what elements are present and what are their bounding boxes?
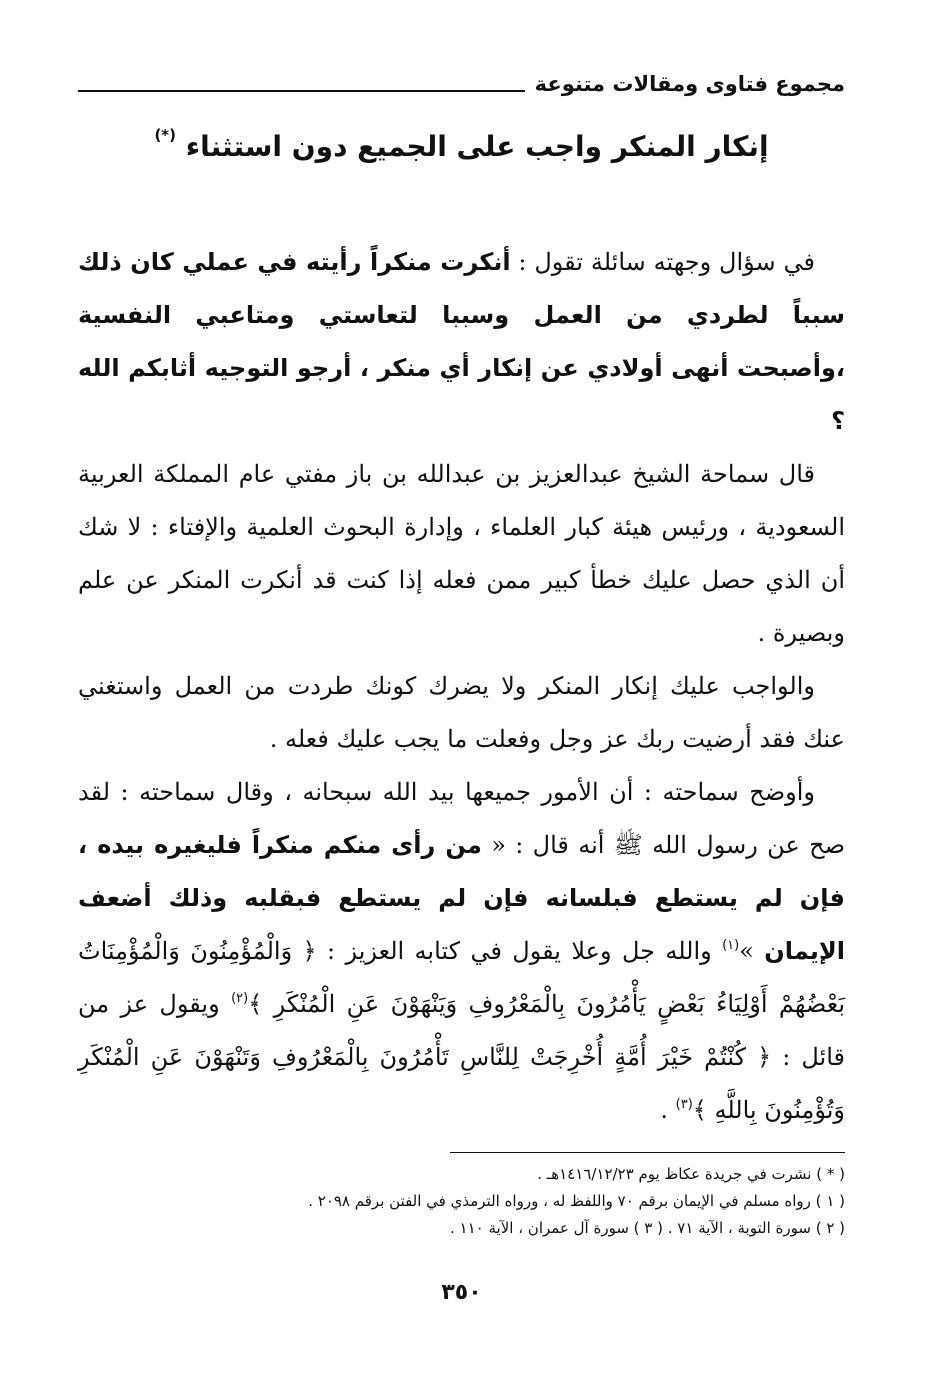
hadith-text: من رأى منكم منكراً فليغيره بيده ، فإن لم يستطع فبلسانه فإن لم يستطع فبقلبه وذلك أضعف الإيمان [78,831,845,965]
article-body [78,236,845,1137]
answer-paragraph-1: قال سماحة الشيخ عبدالعزيز بن عبدالله بن باز مفتي عام المملكة العربية السعودية ، ورئيس هيئة كبار العلماء ، وإدارة البحوث العلمية والإفتاء : لا شك أن الذي حصل عليك خطأ كبير ممن فعله إذا كنت قد أنكرت المنكر عن علم وبصيرة . [78,460,845,647]
title-text: إنكار المنكر واجب على الجميع دون استثناء [185,130,769,163]
question-text: أنكرت منكراً رأيته في عملي كان ذلك سبباً لطردي من العمل وسببا لتعاستي ومتاعبي النفسية ،وأصبحت أنهى أولادي عن إنكار أي منكر ، أرجو التوجيه أثابكم الله ؟ [78,248,845,435]
paragraph-start: وأوضح سماحته : أن الأمور جميعها بيد الله سبحانه ، وقال سماحته : لقد صح عن رسول الله ﷺ أنه قال : « [78,778,845,859]
header-rule [78,90,525,92]
footnote-item: ( ٢ ) سورة التوبة ، الآية ٧١ . ( ٣ ) سورة آل عمران ، الآية ١١٠ . [450,1219,845,1237]
paragraph-end: . [660,1096,676,1124]
page [78,0,845,1377]
running-head [78,64,845,104]
page-number: ٣٥٠ [441,1280,482,1305]
hadith-close: » [739,937,765,965]
footnotes [78,1152,845,1242]
running-head-title: مجموع فتاوى ومقالات متنوعة [534,72,845,96]
paragraph-mid: والله جل وعلا يقول في كتابه العزيز : [316,937,723,965]
title-note-mark: (*) [154,126,177,144]
paragraph-mid-2: ويقول عز من قائل : [78,990,845,1071]
footnote-list [78,1161,845,1242]
page-title [78,126,845,163]
answer-paragraph-3 [78,766,845,1137]
footnote-ref-1[interactable]: (١) [722,938,740,953]
footnote-item: ( ١ ) رواه مسلم في الإيمان برقم ٧٠ واللفظ له ، ورواه الترمذي في الفتن برقم ٢٠٩٨ . [308,1192,845,1210]
quran-verse-1: ﴿ وَالْمُؤْمِنُونَ وَالْمُؤْمِنَاتُ بَعْضُهُمْ أَوْلِيَاءُ بَعْضٍ يَأْمُرُونَ بِالْمَعْرُوفِ وَيَنْهَوْنَ عَنِ الْمُنْكَرِ ﴾ [78,937,845,1018]
question-paragraph [78,236,845,448]
footnote-ref-3[interactable]: (٣) [675,1097,693,1112]
footnote-item: ( * ) نشرت في جريدة عكاظ يوم ١٤١٦/١٢/٢٣هـ . [537,1165,845,1183]
quran-verse-2: ﴿ كُنْتُمْ خَيْرَ أُمَّةٍ أُخْرِجَتْ لِلنَّاسِ تَأْمُرُونَ بِالْمَعْرُوفِ وَتَنْهَوْنَ عَنِ الْمُنْكَرِ وَتُؤْمِنُونَ بِاللَّهِ ﴾ [78,1043,845,1124]
footnote-rule [450,1152,845,1153]
footnote-ref-2[interactable]: (٢) [231,991,249,1006]
answer-paragraph-2: والواجب عليك إنكار المنكر ولا يضرك كونك طردت من العمل واستغني عنك فقد أرضيت ربك عز وجل وفعلت ما يجب عليك فعله . [78,672,845,753]
question-intro: في سؤال وجهته سائلة تقول : [510,248,815,276]
